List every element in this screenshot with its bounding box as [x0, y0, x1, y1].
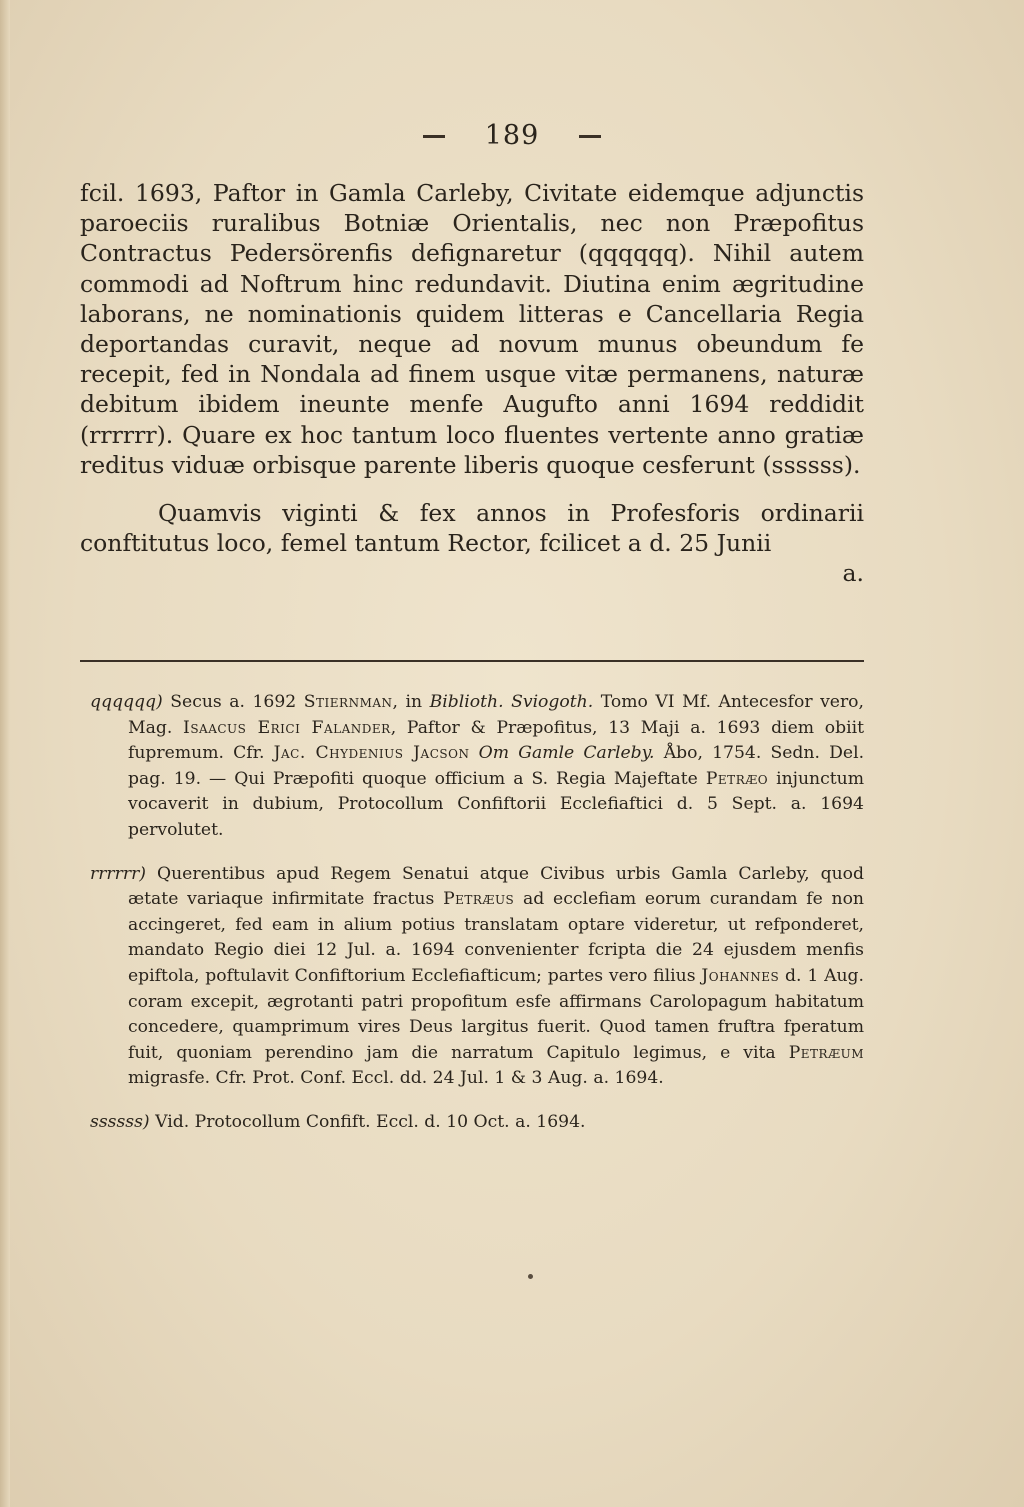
page-number: 189: [484, 120, 540, 151]
footnote-text: migrasfe. Cfr. Prot. Conf. Eccl. dd. 24 Jul. 1 & 3 Aug. a. 1694.: [128, 1068, 664, 1089]
ink-speck: [528, 1274, 533, 1279]
person-name: Petræus: [443, 889, 515, 910]
main-text: [80, 178, 864, 589]
footnote-mark: qqqqqq): [90, 692, 163, 712]
footnote-text: injunctum vocaverit in dubium, Protocollum Confiftorii Ecclefiaftici d. 5 Sept. a. 1694 pervolutet.: [128, 768, 865, 840]
person-name: Petræo: [705, 768, 769, 789]
footnote-text: d. 1 Aug. coram excepit, ægrotanti patri propofitum esfe affirmans Carolopagum habitatum concedere, quamprimum vires Deus largitus fuerit. Quod tamen fruftra fperatum fuit, quoniam perendino jam die narratum Capitulo legimus, e vita: [128, 965, 865, 1063]
footnote-text: Tomo VI Mf. Antecesfor vero, Mag.: [128, 692, 864, 738]
footnote-text: , in: [392, 692, 423, 712]
footnote-text: , Paftor & Præpofitus, 13 Maji a. 1693 diem obiit fupremum. Cfr.: [128, 717, 865, 764]
footnote-qqqqqq: [90, 690, 864, 844]
person-name: Isaacus Erici Falander: [183, 717, 391, 738]
footnote-ssssss: [90, 1110, 864, 1136]
footnote-text: Querentibus apud Regem Senatui atque Civibus urbis Gamla Carleby, quod ætate variaque infirmitate fractus: [128, 863, 865, 910]
footnote-rule: [80, 660, 864, 662]
footnote-mark: rrrrrr): [90, 863, 147, 884]
footnote-mark: ssssss): [90, 1111, 150, 1132]
paragraph-1: fcil. 1693, Paftor in Gamla Carleby, Civitate eidemque adjunctis paroeciis ruralibus Botniæ Orientalis, nec non Præpofitus Contractus Pedersörenfis defignaretur (qqqqqq). Nihil autem commodi ad Noftrum hinc redundavit. Diutina enim ægritudine laborans, ne nominationis quidem litteras e Cancellaria Regia deportandas curavit, neque ad novum munus obeundum fe recepit, fed in Nondala ad finem usque vitæ permanens, naturæ debitum ibidem ineunte menfe Augufto anni 1694 reddidit (rrrrrr). Quare ex hoc tantum loco fluentes vertente anno gratiæ reditus viduæ orbisque parente liberis quoque cesferunt (ssssss).: [80, 179, 864, 479]
footnotes: [90, 690, 864, 1154]
page-header: [0, 120, 1024, 151]
footnote-rrrrrr: [90, 862, 864, 1092]
work-title: Om Gamle Carleby.: [478, 743, 655, 764]
page-left-edge: [0, 0, 10, 1507]
footnote-text: Secus a. 1692: [170, 692, 297, 712]
footnote-text: ad ecclefiam eorum curandam fe non accingeret, fed eam in alium potius translatam optare videretur, ut refponderet, mandato Regio diei 12 Jul. a. 1694 convenienter fcripta die 24 ejusdem menfis epiftola, poftulavit Confiftorium Ecclefiafticum; partes vero filius: [128, 889, 864, 986]
header-dash-right: [579, 135, 601, 138]
work-title: Biblioth. Sviogoth.: [429, 692, 594, 712]
author-name: Jac. Chydenius Jacson: [273, 743, 470, 764]
person-name: Johannes: [701, 965, 780, 986]
footnote-text: Åbo, 1754. Sedn. Del. pag. 19. — Qui Præpofiti quoque officium a S. Regia Majeftate: [128, 743, 865, 789]
catchword: a.: [842, 559, 864, 588]
person-name: Petræum: [788, 1042, 864, 1063]
footnote-text: Vid. Protocollum Confift. Eccl. d. 10 Oct. a. 1694.: [155, 1111, 586, 1132]
author-name: Stiernman: [303, 692, 393, 712]
header-dash-left: [423, 135, 445, 138]
paragraph-2: Quamvis viginti & fex annos in Profesforis ordinarii conftitutus loco, femel tantum Rector, fcilicet a d. 25 Junii: [80, 499, 864, 558]
